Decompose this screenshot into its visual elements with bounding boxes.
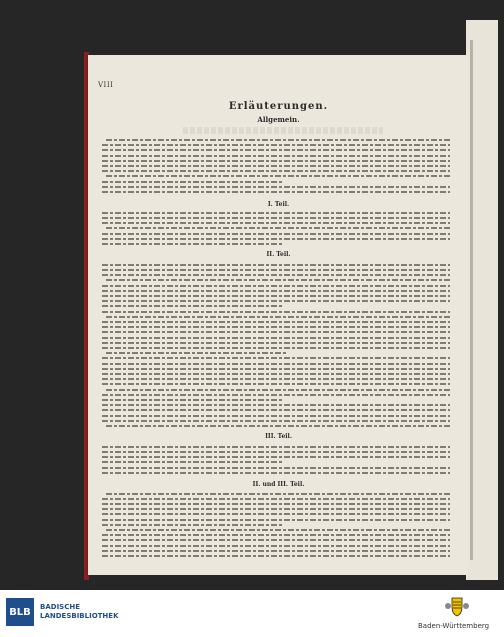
text-line	[102, 508, 450, 510]
text-line	[102, 311, 450, 313]
text-line	[102, 144, 450, 146]
text-line	[102, 264, 450, 266]
text-line	[102, 337, 450, 339]
text-line	[106, 175, 450, 177]
text-line	[102, 420, 450, 422]
text-line	[102, 155, 450, 157]
text-line	[102, 394, 450, 396]
coat-of-arms-icon	[444, 596, 470, 618]
document-page	[88, 55, 469, 575]
section-heading-general: Allgemein.	[257, 115, 300, 124]
text-line	[102, 399, 282, 401]
text-line	[102, 451, 450, 453]
section-heading-part3: III. Teil.	[265, 433, 292, 440]
text-line	[102, 243, 282, 245]
text-line	[102, 285, 450, 287]
text-line	[102, 165, 450, 167]
text-line	[102, 467, 450, 469]
text-line	[102, 513, 450, 515]
section-heading-part2: II. Teil.	[266, 251, 291, 258]
text-line	[102, 305, 282, 307]
text-line	[102, 461, 282, 463]
text-line	[102, 534, 450, 536]
text-line	[102, 524, 282, 526]
text-line	[102, 555, 450, 557]
text-line	[102, 300, 450, 302]
facing-page-gutter	[470, 40, 473, 560]
text-line	[102, 290, 450, 292]
section-heading-part1: I. Teil.	[267, 201, 290, 208]
section-heading-part2-3: II. und III. Teil.	[252, 481, 305, 488]
page-title: Erläuterungen.	[228, 101, 329, 112]
text-line	[102, 456, 450, 458]
text-line	[102, 539, 450, 541]
text-line	[102, 383, 450, 385]
text-line	[102, 378, 450, 380]
text-line	[102, 321, 450, 323]
text-line	[102, 415, 450, 417]
text-line	[102, 373, 450, 375]
text-line	[102, 269, 450, 271]
text-line	[102, 357, 450, 359]
text-line	[102, 519, 450, 521]
text-line	[102, 181, 282, 183]
text-line	[106, 529, 450, 531]
text-line	[102, 498, 450, 500]
text-line	[102, 295, 450, 297]
text-line	[106, 279, 450, 281]
text-line	[102, 217, 450, 219]
text-line	[102, 545, 450, 547]
page-number: VIII	[98, 81, 114, 89]
text-line	[106, 389, 450, 391]
state-label: Baden-Württemberg	[418, 622, 490, 630]
library-logo: BLB	[6, 598, 34, 626]
text-line	[102, 160, 450, 162]
text-line	[106, 493, 450, 495]
text-line	[106, 352, 286, 354]
text-line	[102, 274, 450, 276]
bleed-through-text	[183, 127, 383, 134]
library-name-line2: LANDESBIBLIOTHEK	[40, 612, 119, 620]
text-line	[102, 233, 450, 235]
text-line	[102, 550, 450, 552]
text-line	[102, 446, 450, 448]
text-line	[106, 425, 450, 427]
text-line	[102, 347, 450, 349]
text-line	[106, 227, 450, 229]
text-line	[102, 472, 450, 474]
text-line	[102, 191, 450, 193]
text-line	[102, 238, 450, 240]
text-line	[106, 316, 450, 318]
text-line	[102, 170, 450, 172]
text-line	[102, 326, 450, 328]
text-line	[102, 409, 450, 411]
text-line	[102, 503, 450, 505]
text-line	[102, 342, 450, 344]
text-line	[106, 139, 450, 141]
library-name	[40, 603, 119, 621]
text-line	[102, 404, 450, 406]
text-line	[102, 368, 450, 370]
text-line	[102, 222, 450, 224]
text-line	[102, 331, 450, 333]
library-name-line1: BADISCHE	[40, 603, 80, 611]
text-line	[102, 149, 450, 151]
text-line	[102, 212, 450, 214]
text-line	[102, 363, 450, 365]
text-line	[102, 186, 450, 188]
